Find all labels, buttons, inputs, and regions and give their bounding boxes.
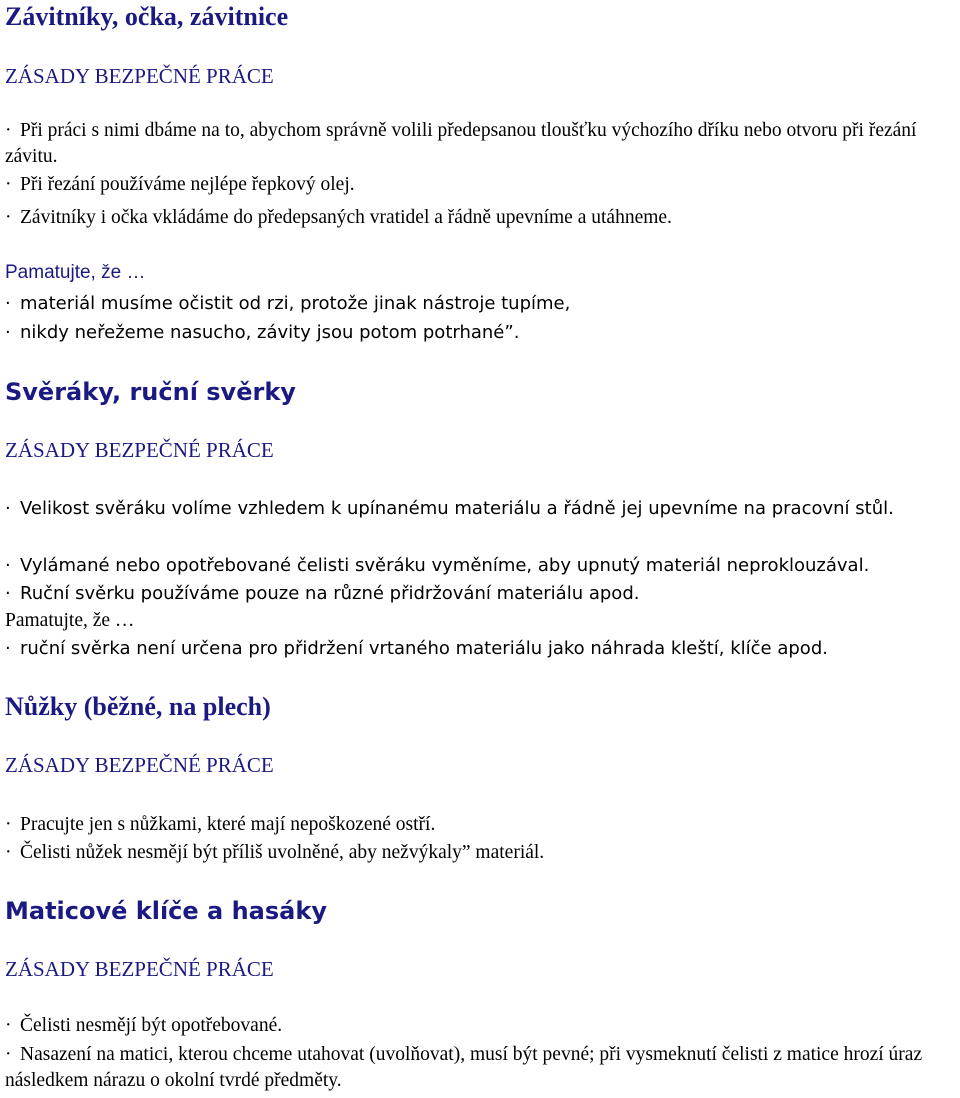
bullet-icon: ·	[5, 322, 11, 343]
bullet-icon: ·	[5, 638, 11, 659]
list-item: · Při práci s nimi dbáme na to, abychom správně volili předepsanou tloušťku výchozího dříku nebo otvoru při řezání závitu.	[5, 120, 917, 167]
section-subtitle: ZÁSADY BEZPEČNÉ PRÁCE	[5, 438, 274, 462]
list-item: · Při řezání používáme nejlépe řepkový olej.	[5, 172, 355, 198]
list-item: · Závitníky i očka vkládáme do předepsaných vratidel a řádně upevníme a utáhneme.	[5, 205, 672, 231]
list-item: · Pracujte jen s nůžkami, které mají nepoškozené ostří.	[5, 812, 435, 838]
list-item: · nikdy neřežeme nasucho, závity jsou potom potrhané”.	[5, 320, 519, 346]
bullet-icon: ·	[5, 174, 12, 195]
list-item: · Ruční svěrku používáme pouze na různé přidržování materiálu apod.	[5, 581, 639, 607]
bullet-icon: ·	[5, 207, 12, 228]
list-item: · ruční svěrka není určena pro přidržení vrtaného materiálu jako náhrada kleští, klíče apod.	[5, 636, 828, 662]
section-title-maticove-klice: Maticové klíče a hasáky	[5, 897, 327, 925]
bullet-icon: ·	[5, 498, 11, 519]
section-subtitle: ZÁSADY BEZPEČNÉ PRÁCE	[5, 64, 274, 88]
bullet-icon: ·	[5, 120, 12, 141]
section-subtitle: ZÁSADY BEZPEČNÉ PRÁCE	[5, 753, 274, 777]
section-title-sveraky: Svěráky, ruční svěrky	[5, 378, 296, 406]
section-title-zavitniky: Závitníky, očka, závitnice	[5, 2, 289, 31]
bullet-icon: ·	[5, 293, 11, 314]
section-title-nuzky: Nůžky (běžné, na plech)	[5, 692, 271, 721]
list-item: · Čelisti nůžek nesmějí být příliš uvolněné, aby nežvýkaly” materiál.	[5, 840, 544, 866]
list-item: · Velikost svěráku volíme vzhledem k upínanému materiálu a řádně jej upevníme na pracovní stůl.	[5, 495, 960, 522]
list-item: · Nasazení na matici, kterou chceme utahovat (uvolňovat), musí být pevné; při vysmeknutí čelisti z matice hrozí úraz následkem nárazu o okolní tvrdé předměty.	[5, 1044, 923, 1091]
bullet-icon: ·	[5, 814, 12, 835]
bullet-icon: ·	[5, 842, 12, 863]
list-item: · materiál musíme očistit od rzi, protože jinak nástroje tupíme,	[5, 291, 570, 317]
remember-label: Pamatujte, že …	[5, 262, 146, 283]
bullet-icon: ·	[5, 1015, 12, 1036]
bullet-icon: ·	[5, 583, 11, 604]
list-item: · Vylámané nebo opotřebované čelisti svěráku vyměníme, aby upnutý materiál neproklouzával.	[5, 553, 869, 579]
remember-label: Pamatujte, že …	[5, 610, 135, 631]
bullet-icon: ·	[5, 1044, 12, 1065]
bullet-icon: ·	[5, 555, 11, 576]
list-item: · Čelisti nesmějí být opotřebované.	[5, 1013, 282, 1039]
section-subtitle: ZÁSADY BEZPEČNÉ PRÁCE	[5, 957, 274, 981]
